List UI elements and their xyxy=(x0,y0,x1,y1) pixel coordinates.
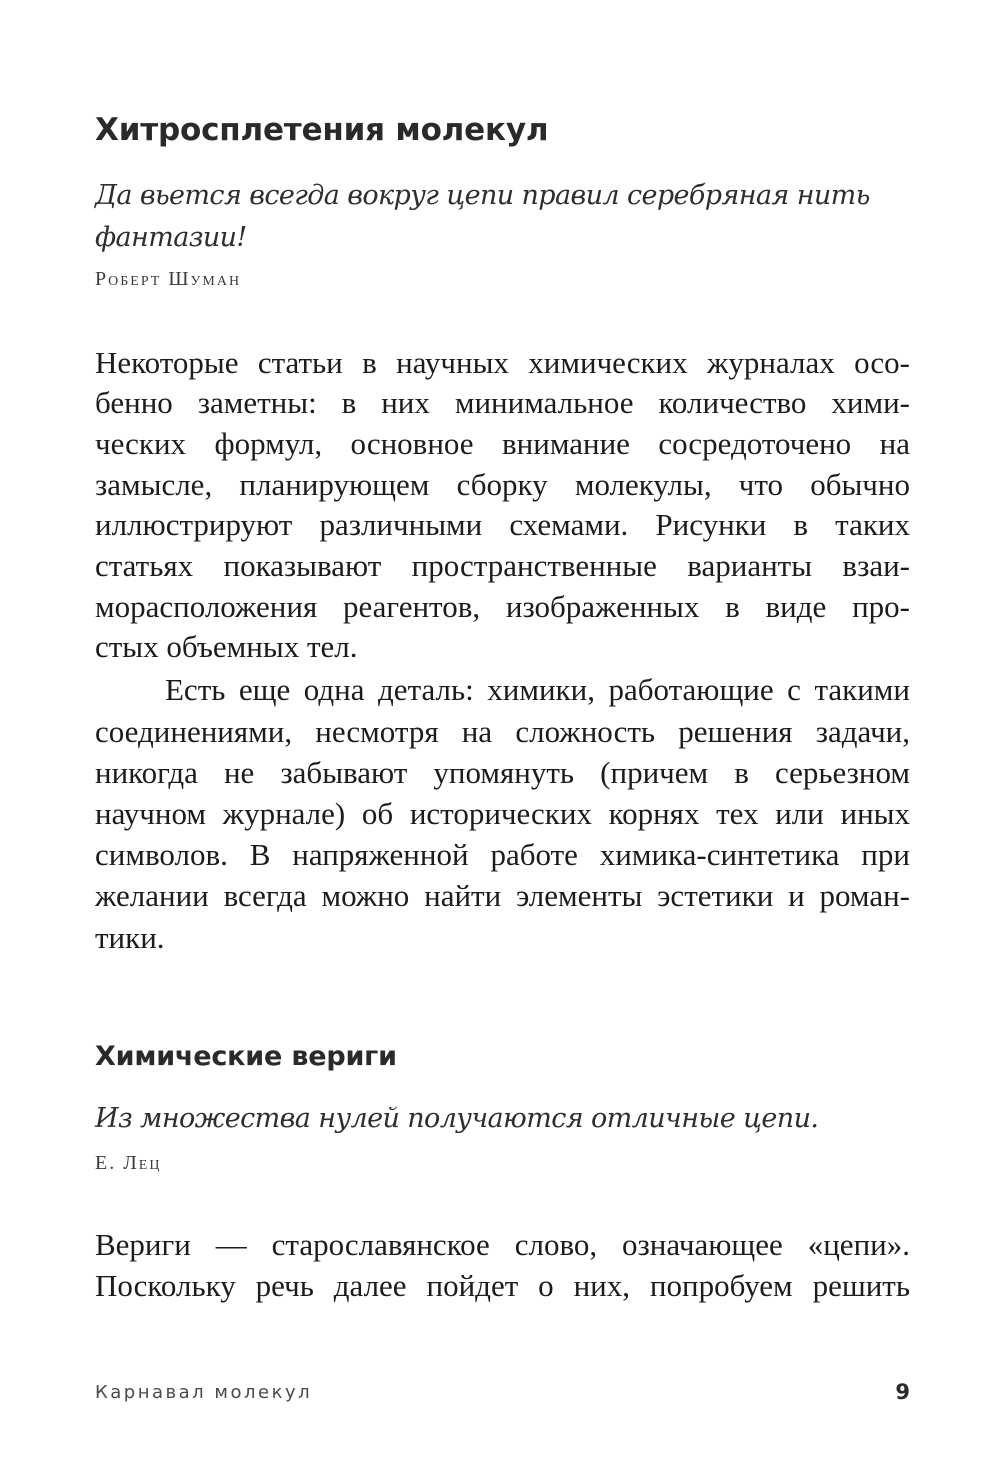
text-line: Есть еще одна деталь: химики, работающие с такими xyxy=(165,672,910,707)
page-number: 9 xyxy=(895,1380,910,1404)
epigraph-schumann: Да вьется всегда вокруг цепи правил серебряная нить фантазии! xyxy=(95,180,870,253)
epigraph-author-schumann: Роберт Шуман xyxy=(95,268,242,290)
text-line: бенно заметны: в них минимальное количество хими- xyxy=(95,385,910,420)
text-line: никогда не забывают упомянуть (причем в серьезном xyxy=(95,755,910,790)
text-line: иллюстрируют различными схемами. Рисунки в таких xyxy=(95,507,910,542)
section-title-molecular-intricacies: Хитросплетения молекул xyxy=(95,112,549,148)
epigraph-author-lec: Е. Лец xyxy=(95,1152,162,1174)
text-line: Некоторые статьи в научных химических журналах осо- xyxy=(95,345,910,380)
text-line: статьях показывают пространственные варианты взаи- xyxy=(95,548,910,583)
text-line: соединениями, несмотря на сложность решения задачи, xyxy=(95,714,910,749)
text-line: Вериги — старославянское слово, означающее «цепи». xyxy=(95,1227,910,1262)
text-line: научном журнале) об исторических корнях тех или иных xyxy=(95,796,910,831)
text-line: стых объемных тел. xyxy=(95,629,358,664)
section-title-chemical-chains: Химические вериги xyxy=(95,1041,397,1072)
running-footer-book-title: Карнавал молекул xyxy=(95,1382,313,1403)
text-line: замысле, планирующем сборку молекулы, что обычно xyxy=(95,467,910,502)
text-line: тики. xyxy=(95,920,165,955)
text-line: морасположения реагентов, изображенных в виде про- xyxy=(95,589,910,624)
text-line: символов. В напряженной работе химика-синтетика при xyxy=(95,837,910,872)
text-line: желании всегда можно найти элементы эстетики и роман- xyxy=(95,878,910,913)
text-line: ческих формул, основное внимание сосредоточено на xyxy=(95,426,910,461)
epigraph-lec: Из множества нулей получаются отличные цепи. xyxy=(95,1103,819,1134)
text-line: Поскольку речь далее пойдет о них, попробуем решить xyxy=(95,1268,910,1303)
